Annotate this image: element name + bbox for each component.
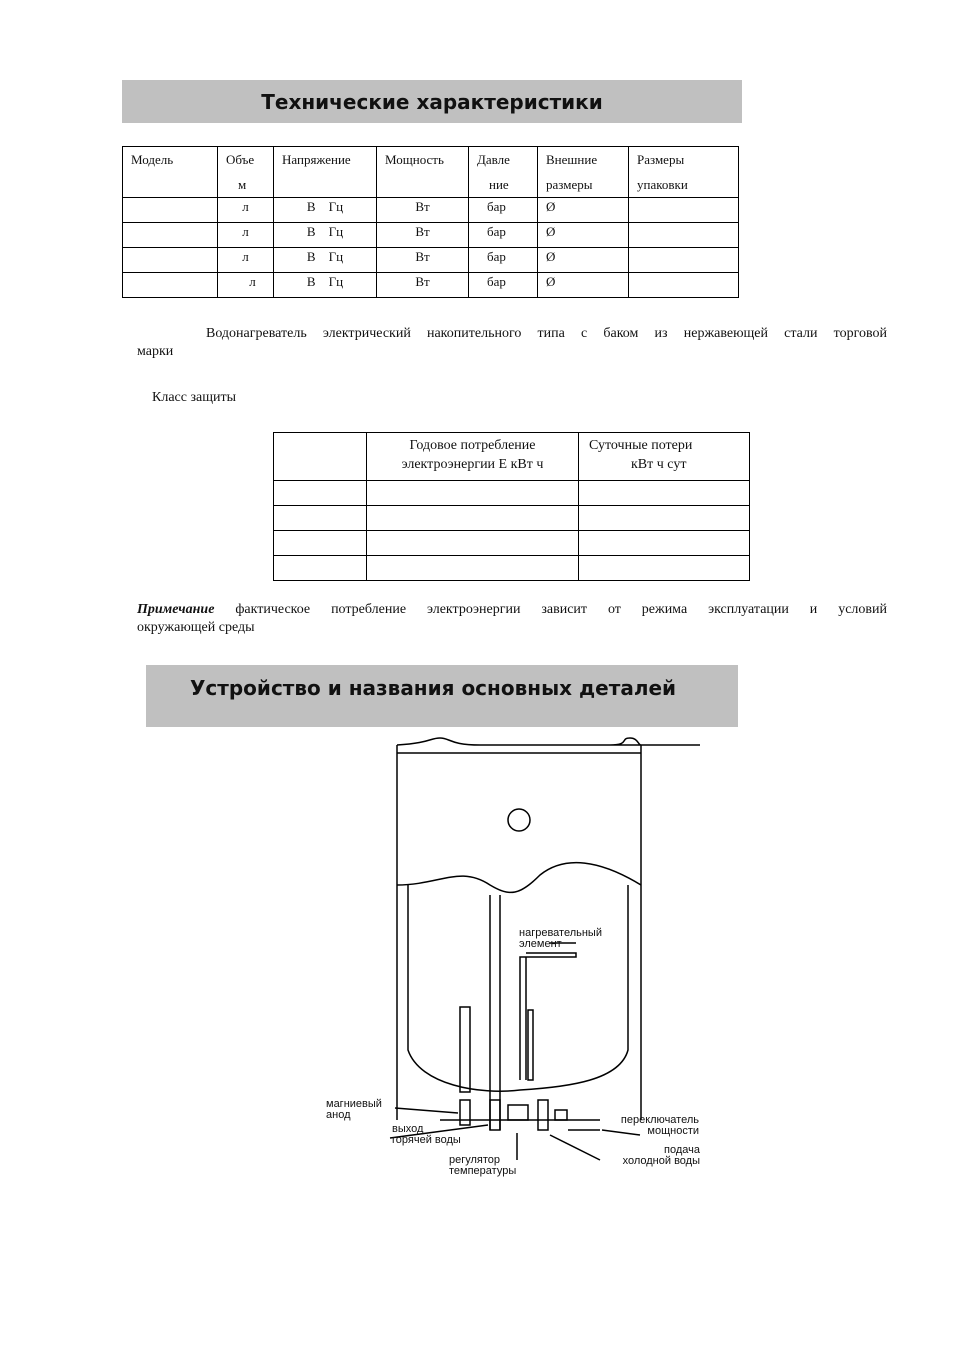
- note-label: Примечание: [137, 602, 215, 617]
- cell-pressure: бар: [469, 223, 538, 248]
- header-annual-consumption: Годовое потребление электроэнергии Е кВт ч: [367, 433, 579, 481]
- label-heating-element: нагревательный элемент: [519, 927, 602, 950]
- table-row: [123, 248, 739, 273]
- label-temperature-regulator: регулятор температуры: [449, 1154, 517, 1177]
- water-surface: [397, 863, 641, 893]
- header-model: Модель: [123, 147, 218, 198]
- cell-voltage: В Гц: [274, 273, 377, 298]
- table-row: [123, 198, 739, 223]
- cell-pressure: бар: [469, 248, 538, 273]
- table-header-row: [274, 433, 750, 481]
- cell-volume: л: [218, 223, 274, 248]
- indicator-lamp: [508, 809, 530, 831]
- spec-table: [122, 146, 739, 298]
- cell-power: Вт: [377, 198, 469, 223]
- header-volume: Объе м: [218, 147, 274, 198]
- cell-pressure: бар: [469, 273, 538, 298]
- cell-power: Вт: [377, 223, 469, 248]
- energy-table: [273, 432, 750, 581]
- cell-voltage: В Гц: [274, 198, 377, 223]
- label-cold-water-inlet: подача холодной воды: [622, 1144, 700, 1167]
- cell-size: Ø: [538, 198, 629, 223]
- table-row: [123, 273, 739, 298]
- header-outer-size: Внешние размеры: [538, 147, 629, 198]
- section-title-parts: Устройство и названия основных деталей: [146, 665, 738, 727]
- table-row: [274, 481, 750, 506]
- cell-pressure: бар: [469, 198, 538, 223]
- cell-size: Ø: [538, 223, 629, 248]
- header-package-size: Размеры упаковки: [629, 147, 739, 198]
- cell-size: Ø: [538, 248, 629, 273]
- table-row: [274, 531, 750, 556]
- table-header-row: [123, 147, 739, 198]
- table-row: [123, 223, 739, 248]
- label-power-switch: переключатель мощности: [620, 1114, 699, 1137]
- cell-size: Ø: [538, 273, 629, 298]
- protection-class: Класс защиты: [152, 390, 237, 405]
- section-title-specs: Технические характеристики: [122, 80, 742, 123]
- cell-voltage: В Гц: [274, 248, 377, 273]
- description-paragraph: Водонагреватель электрический накопительного типа с баком из нержавеющей стали торговой марки: [137, 326, 887, 359]
- cell-voltage: В Гц: [274, 223, 377, 248]
- header-voltage: Напряжение: [274, 147, 377, 198]
- label-hot-water-outlet: выход горячей воды: [392, 1123, 461, 1146]
- cell-volume: л: [218, 198, 274, 223]
- table-row: [274, 506, 750, 531]
- label-magnesium-anode: магниевый анод: [326, 1098, 382, 1121]
- inner-tank: [408, 885, 628, 1091]
- table-row: [274, 556, 750, 581]
- top-cap: [397, 738, 700, 745]
- header-daily-losses: Суточные потери кВт ч сут: [579, 433, 750, 481]
- cell-volume: л: [218, 273, 274, 298]
- header-pressure: Давле ние: [469, 147, 538, 198]
- header-power: Мощность: [377, 147, 469, 198]
- cell-volume: л: [218, 248, 274, 273]
- cell-power: Вт: [377, 273, 469, 298]
- cell-power: Вт: [377, 248, 469, 273]
- note-paragraph: Примечание фактическое потребление электроэнергии зависит от режима эксплуатации и условий окружающей среды: [137, 602, 888, 635]
